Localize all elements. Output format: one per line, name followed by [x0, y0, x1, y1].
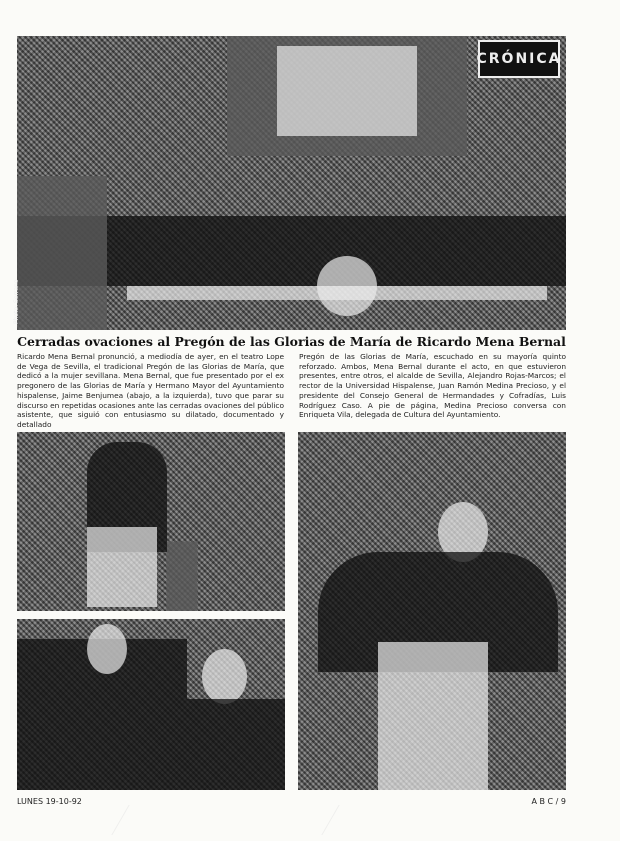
footer-publication: A B C / 9 — [531, 797, 566, 806]
article-column-left: Ricardo Mena Bernal pronunció, a mediodía de ayer, en el teatro Lope de Vega de Sevilla, el tradicional Pregón de las Glorias de María, que dedicó a la mujer sevillana. Mena Bernal, que fue presentado por el ex pregonero de las Glorias de María y Hermano Mayor del Ayuntamiento hispalense, Jaime Benjumea (abajo, a la izquierda), tuvo que parar su discurso en repetidas ocasiones ante las cerradas ovaciones del público asistente, que siguió con entusiasmo su dilatado, documentado y detallado — [17, 352, 284, 429]
guests-photo — [17, 619, 285, 790]
photo-credit: Photo: Serrano — [13, 279, 20, 324]
orator-photo — [298, 432, 566, 790]
speaker-photo — [17, 432, 285, 611]
section-tag: CRÓNICA — [478, 40, 560, 78]
article-column-right: Pregón de las Glorias de María, escuchado en su mayoría quinto reforzado. Ambos, Mena Bernal durante el acto, en que estuvieron presentes, entre otros, el alcalde de Sevilla, Alejandro Rojas-Marcos; el rector de la Universidad Hispalense, Juan Ramón Medina Precioso, y el presidente del Consejo General de Hermandades y Cofradías, Luis Rodríguez Caso. A pie de página, Medina Precioso conversa con Enriqueta Vila, delegada de Cultura del Ayuntamiento. — [299, 352, 566, 420]
headline: Cerradas ovaciones al Pregón de las Glorias de María de Ricardo Mena Bernal — [17, 334, 566, 349]
watermark-stroke — [321, 805, 459, 835]
watermark-stroke — [111, 805, 249, 835]
footer-date: LUNES 19-10-92 — [17, 797, 82, 806]
main-photo — [13, 36, 566, 330]
